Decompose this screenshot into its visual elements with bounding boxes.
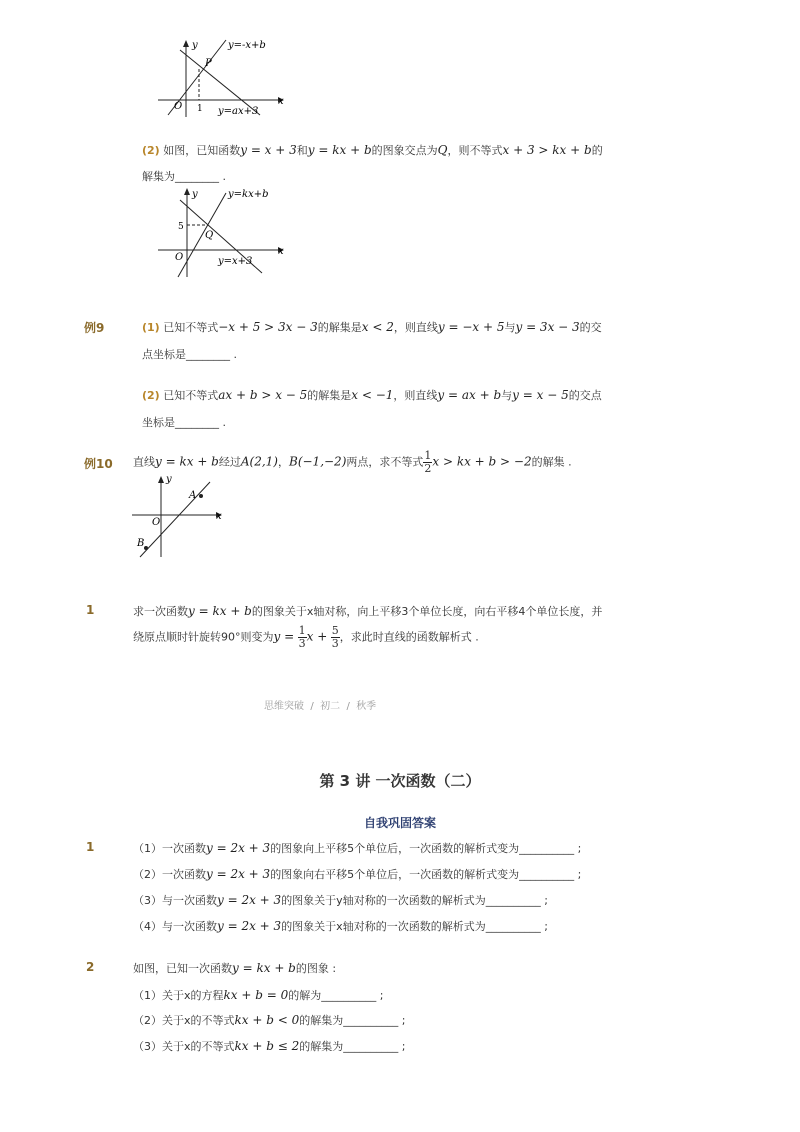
answer-2-number: 2 [86, 960, 95, 974]
answer-1-item [133, 866, 581, 882]
tick-label: 1 [197, 104, 203, 114]
x-label: x [216, 511, 222, 522]
math-expr: y = 2x + 3 [217, 893, 282, 907]
answer-2-item [133, 987, 383, 1003]
question-1-line2 [133, 625, 479, 650]
math-expr: A(2,1) [240, 454, 278, 469]
denominator: 2 [424, 462, 432, 475]
fraction [331, 625, 340, 650]
answer-2-item [133, 1012, 405, 1028]
text: 的图象向右平移5个单位后，一次函数的解析式变为__________ ; [270, 868, 582, 881]
math-expr: Q [437, 143, 448, 157]
math-expr: y = 3x − 3 [515, 320, 580, 334]
numerator: 1 [424, 449, 432, 462]
text: 如图，已知函数 [163, 144, 241, 157]
text: （4）与一次函数 [133, 920, 217, 933]
subproblem-tag: (1) [142, 321, 160, 334]
math-expr: y = x + 3 [240, 143, 297, 157]
text: （1）一次函数 [133, 842, 206, 855]
footer-sep: / [346, 701, 350, 712]
point-B [144, 546, 148, 550]
answers-title: 自我巩固答案 [363, 816, 436, 830]
math-expr: y = kx + b [155, 454, 219, 469]
text: 已知不等式 [163, 321, 219, 334]
text: 的解集为__________ ; [299, 1014, 406, 1027]
line1-label: y=kx+b [228, 189, 269, 200]
example-10-number: 例10 [84, 457, 113, 471]
math-expr: y = kx + b [307, 143, 372, 157]
answer-2-intro [133, 960, 336, 976]
line-through-A-B [140, 482, 210, 557]
text: 求一次函数 [133, 605, 188, 618]
subproblem-tag: (2) [142, 389, 160, 402]
text: ，求此时直线的函数解析式 . [339, 630, 479, 644]
y-label: y [166, 474, 172, 485]
text: 绕原点顺时针旋转90°则变为 [133, 630, 274, 644]
math-expr: y = kx + b [232, 961, 296, 975]
math-expr: y = x − 5 [512, 388, 569, 402]
text: ，则不等式 [447, 144, 503, 157]
problem-2-line1 [142, 142, 603, 158]
math-expr: kx + b = 0 [223, 988, 289, 1002]
text: 的解为__________ ; [288, 989, 384, 1002]
math-expr: x > kx + b > −2 [432, 454, 532, 469]
line1-label: y=-x+b [228, 40, 266, 51]
text: 的图象交点为 [371, 144, 438, 157]
text: 的 [591, 144, 603, 157]
math-expr: x < 2 [361, 320, 394, 334]
text: 与 [501, 389, 513, 402]
example-9-part1-line1 [142, 319, 602, 335]
text: （2）一次函数 [133, 868, 206, 881]
math-expr: x + 3 > kx + b [502, 143, 592, 157]
math-expr: x < −1 [351, 388, 394, 402]
y-label: y [192, 40, 198, 51]
text: 和 [296, 144, 308, 157]
answer-2-item [133, 1038, 405, 1054]
y-label: y [192, 189, 198, 200]
example-9-part2-line1 [142, 387, 602, 403]
problem-2-line2: 解集为________ . [142, 170, 226, 183]
point-A [199, 494, 203, 498]
example-9-number: 例9 [84, 321, 105, 335]
text: 的图象关于x轴对称的一次函数的解析式为__________ ; [281, 920, 548, 933]
text: 的解集是 [307, 389, 352, 402]
example-9-part1-line2: 点坐标是________ . [142, 348, 237, 361]
answer-1-number: 1 [86, 840, 95, 854]
answer-1-item [133, 892, 548, 908]
point-B-label: B [137, 538, 145, 549]
y-arrow-icon [158, 476, 164, 483]
text: 经过 [218, 455, 241, 469]
text: 的解集 . [531, 455, 572, 469]
graph-1 [150, 35, 290, 120]
text: 的解集是 [317, 321, 362, 334]
graph-2 [150, 185, 290, 280]
numerator: 5 [331, 624, 339, 637]
point-label: P [205, 58, 212, 69]
question-1-number: 1 [86, 603, 95, 617]
text: 的交 [579, 321, 602, 334]
text: ，则直线 [393, 389, 438, 402]
text: 的图象关于y轴对称的一次函数的解析式为__________ ; [281, 894, 548, 907]
page-footer [264, 697, 376, 712]
text: ，则直线 [393, 321, 438, 334]
y-arrow-icon [183, 40, 189, 47]
math-expr: −x + 5 > 3x − 3 [218, 320, 318, 334]
text: （3）关于x的不等式 [133, 1040, 235, 1053]
point-label: Q [205, 230, 214, 241]
text: 直线 [133, 455, 155, 469]
numerator: 1 [298, 624, 306, 637]
text: 两点，求不等式 [346, 455, 424, 469]
text: 的图象向上平移5个单位后，一次函数的解析式变为__________ ; [270, 842, 582, 855]
math-expr: y = 2x + 3 [206, 841, 271, 855]
math-expr: y = 2x + 3 [217, 919, 282, 933]
y-arrow-icon [184, 188, 190, 195]
fraction [298, 625, 307, 650]
graph-3 [128, 472, 238, 562]
subproblem-tag: (2) [142, 144, 160, 157]
text: 的交点 [568, 389, 602, 402]
lecture-title: 第 3 讲 一次函数（二） [319, 772, 481, 790]
question-1-line1 [133, 603, 602, 619]
math-expr: kx + b < 0 [234, 1013, 300, 1027]
math-expr: y = 2x + 3 [206, 867, 271, 881]
text: （2）关于x的不等式 [133, 1014, 235, 1027]
text: 的图象关于x轴对称，向上平移3个单位长度，向右平移4个单位长度，并 [251, 605, 603, 618]
math-expr: y = [273, 629, 295, 644]
text: （3）与一次函数 [133, 894, 217, 907]
text: 的解集为__________ ; [299, 1040, 406, 1053]
text: 的图象 : [295, 962, 337, 975]
x-label: x [278, 96, 284, 107]
line2-label: y=ax+3 [218, 106, 259, 117]
math-expr: x + [306, 629, 328, 644]
denominator: 3 [298, 637, 306, 650]
text: 如图，已知一次函数 [133, 962, 232, 975]
text: 与 [504, 321, 516, 334]
example-9-part2-line2: 坐标是________ . [142, 416, 226, 429]
answer-1-item [133, 840, 581, 856]
math-expr: B(−1,−2) [289, 454, 347, 469]
footer-b: 初二 [320, 701, 341, 712]
text: （1）关于x的方程 [133, 989, 224, 1002]
origin-label: O [175, 252, 184, 263]
origin-label: O [174, 101, 183, 112]
math-expr: kx + b ≤ 2 [234, 1039, 300, 1053]
line2-label: y=x+3 [218, 256, 253, 267]
denominator: 3 [331, 637, 339, 650]
math-expr: y = ax + b [437, 388, 502, 402]
text: 已知不等式 [163, 389, 219, 402]
math-expr: y = −x + 5 [437, 320, 505, 334]
math-expr: y = kx + b [188, 604, 252, 618]
tick-label: 5 [178, 222, 184, 232]
footer-sep: / [310, 701, 314, 712]
x-label: x [278, 246, 284, 257]
answer-1-item [133, 918, 548, 934]
text: ， [278, 455, 289, 469]
footer-c: 秋季 [356, 701, 377, 712]
point-A-label: A [189, 490, 197, 501]
footer-a: 思维突破 [264, 701, 304, 712]
math-expr: ax + b > x − 5 [218, 388, 308, 402]
origin-label: O [152, 517, 161, 528]
